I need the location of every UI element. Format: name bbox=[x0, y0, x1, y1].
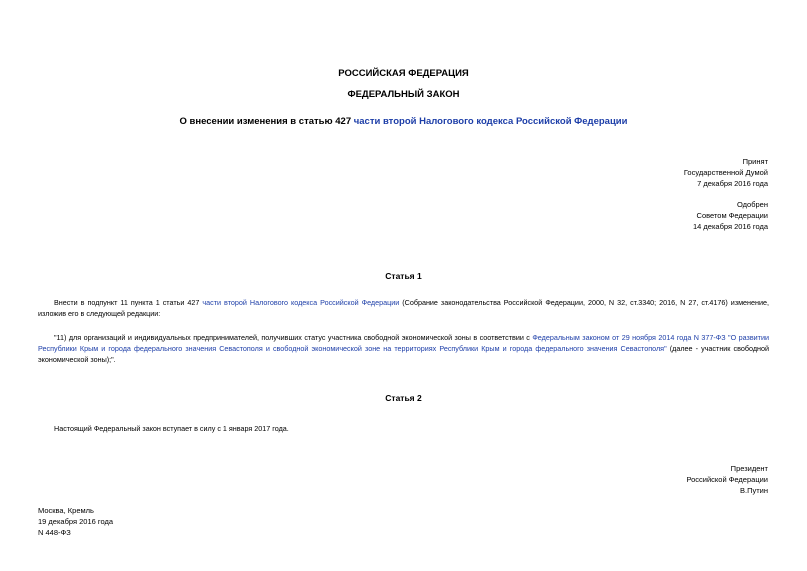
signature-line-1: Президент bbox=[730, 464, 768, 473]
tax-code-link[interactable]: части второй Налогового кодекса Российской Федерации bbox=[202, 298, 400, 307]
article-1-p2-prefix: "11) для организаций и индивидуальных предпринимателей, получивших статус участника свободной экономической зоны в соответствии с bbox=[54, 333, 533, 342]
article-2-heading: Статья 2 bbox=[385, 393, 422, 403]
article-1-heading: Статья 1 bbox=[385, 271, 422, 281]
article-1-paragraph-2 bbox=[38, 332, 769, 365]
place-date-block bbox=[38, 505, 113, 538]
adopted-block bbox=[684, 156, 768, 189]
signature-line-3: В.Путин bbox=[740, 486, 768, 495]
approved-line-3: 14 декабря 2016 года bbox=[692, 222, 768, 231]
header-doc-type: ФЕДЕРАЛЬНЫЙ ЗАКОН bbox=[347, 89, 460, 100]
adopted-line-2: Государственной Думой bbox=[683, 168, 768, 177]
signature-block bbox=[686, 463, 768, 496]
place-line-3: N 448-ФЗ bbox=[38, 528, 71, 537]
article-1-p2-suffix: (далее - участник свободной экономической зоны);". bbox=[38, 344, 770, 364]
signature-line-2: Российской Федерации bbox=[686, 475, 768, 484]
place-line-2: 19 декабря 2016 года bbox=[38, 517, 114, 526]
article-1-paragraph-1 bbox=[38, 297, 769, 319]
federal-law-link[interactable]: Федеральным законом от 29 ноября 2014 года N 377-ФЗ "О развитии Республики Крым и города федерального значения Севастополя и свободной экономической зоне на территориях Республики Крым и города федерального значения Севастополя" bbox=[38, 333, 769, 353]
adopted-line-3: 7 декабря 2016 года bbox=[697, 179, 768, 188]
approved-line-2: Советом Федерации bbox=[696, 211, 768, 220]
law-title-prefix: О внесении изменения в статью 427 bbox=[179, 116, 354, 127]
law-title bbox=[0, 116, 807, 127]
approved-block bbox=[693, 199, 768, 232]
approved-line-1: Одобрен bbox=[737, 200, 768, 209]
adopted-line-1: Принят bbox=[742, 157, 768, 166]
article-1-p1-suffix: (Собрание законодательства Российской Федерации, 2000, N 32, ст.3340; 2016, N 27, ст.4176) изменение, изложив его в следующей редакции: bbox=[38, 298, 769, 318]
header-country: РОССИЙСКАЯ ФЕДЕРАЦИЯ bbox=[338, 68, 469, 79]
article-2-paragraph-1: Настоящий Федеральный закон вступает в силу с 1 января 2017 года. bbox=[54, 424, 289, 433]
article-1-p1-prefix: Внести в подпункт 11 пункта 1 статьи 427 bbox=[54, 298, 203, 307]
law-title-link[interactable]: части второй Налогового кодекса Российской Федерации bbox=[353, 116, 628, 127]
place-line-1: Москва, Кремль bbox=[38, 506, 94, 515]
